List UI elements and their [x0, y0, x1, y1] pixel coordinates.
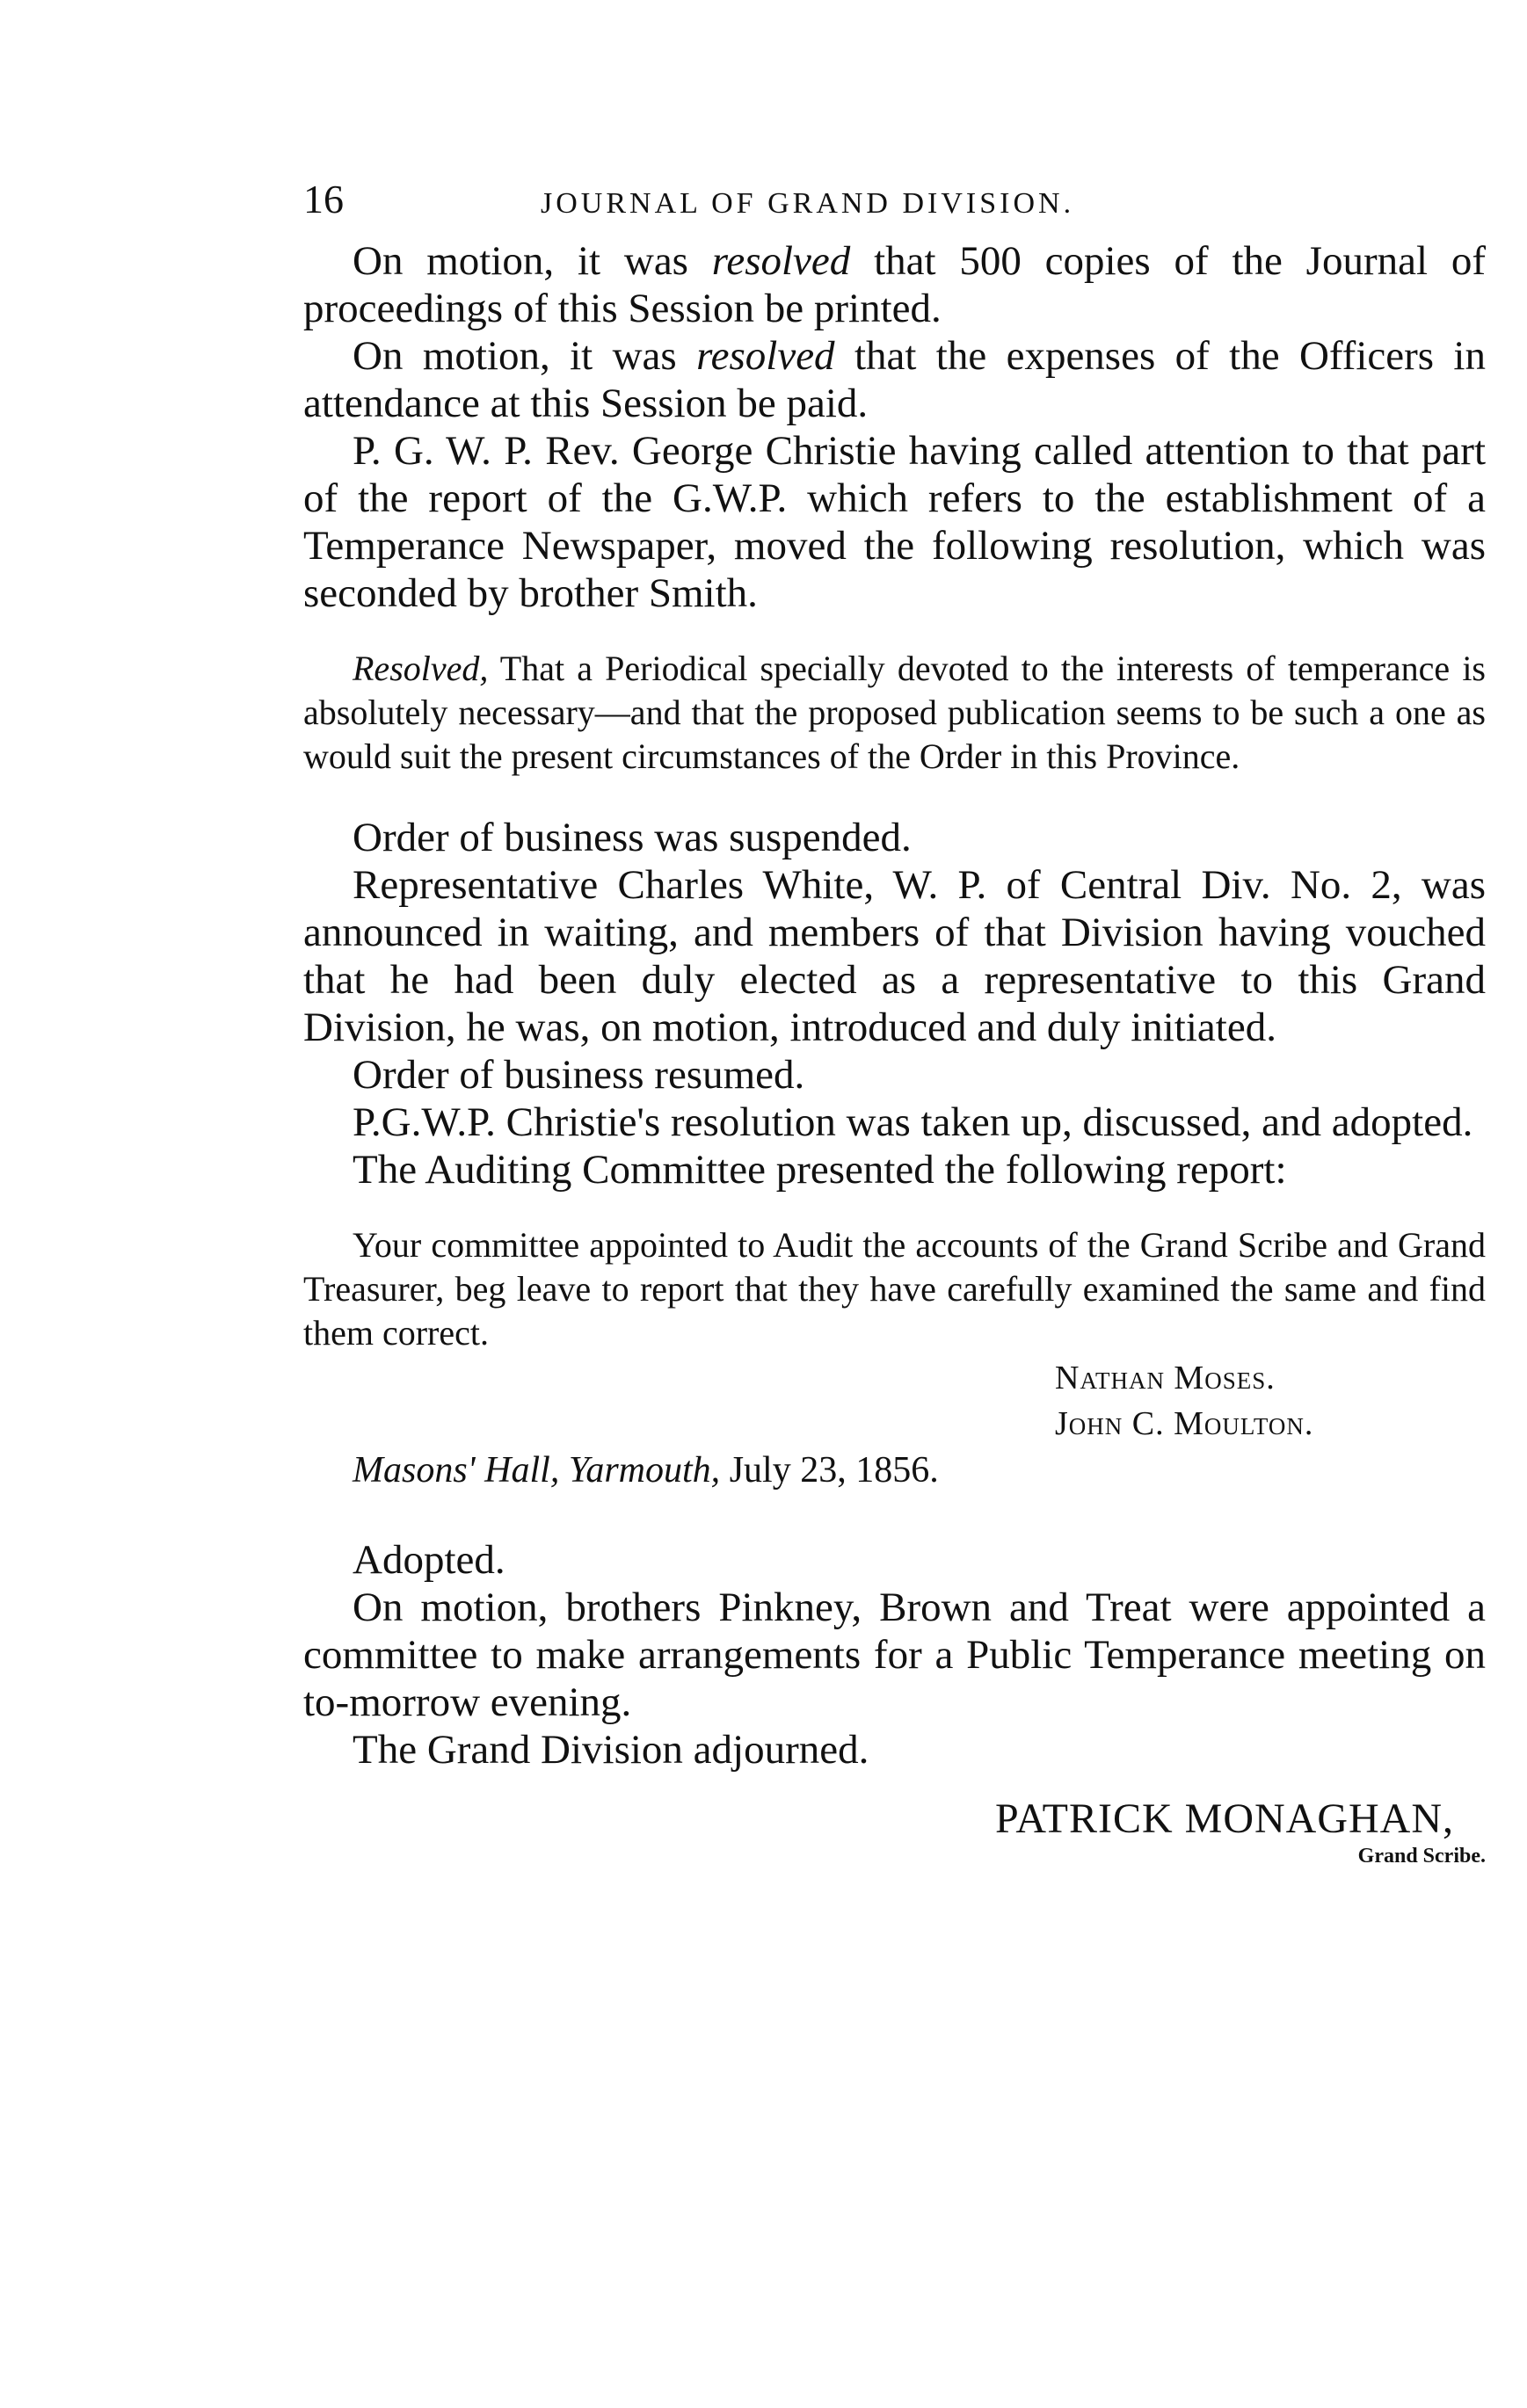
minutes-body-final — [303, 1536, 1486, 1773]
resolution-text: That a Periodical specially devoted to the interests of temperance is absolutely necessary—and that the proposed publication seems to be such a one as would suit the present circumstances of the Order in this Province. — [303, 649, 1486, 776]
report-place: Masons' Hall, Yarmouth, — [353, 1450, 721, 1490]
paragraph-public-meeting: On motion, brothers Pinkney, Brown and Treat were appointed a committee to make arrangements for a Public Temperance meeting on to-morrow evening. — [303, 1585, 1486, 1725]
signer-john-moulton: John C. Moulton. — [1055, 1405, 1314, 1442]
minutes-body — [303, 237, 1486, 617]
paragraph-resumed: Order of business resumed. — [353, 1052, 805, 1098]
running-head: JOURNAL OF GRAND DIVISION. — [541, 187, 1075, 220]
paragraph-expenses-resolution: On motion, it was resolved that the expenses of the Officers in attendance at this Session be paid. — [303, 333, 1486, 426]
paragraph-christie-motion: P. G. W. P. Rev. George Christie having called attention to that part of the report of the G.W.P. which refers to the establishment of a Temperance Newspaper, moved the following resolution, which was seconded by brother Smith. — [303, 428, 1486, 616]
signature-title: Grand Scribe. — [1357, 1845, 1486, 1868]
audit-report — [303, 1223, 1486, 1494]
paragraph-adopted-resolution: P.G.W.P. Christie's resolution was taken up, discussed, and adopted. — [353, 1099, 1473, 1145]
paragraph-suspended: Order of business was suspended. — [353, 815, 912, 860]
report-signers — [1055, 1355, 1486, 1447]
paragraph-adopted: Adopted. — [353, 1537, 505, 1583]
temperance-resolution — [303, 647, 1486, 779]
page-header — [303, 176, 1486, 237]
signer-nathan-moses: Nathan Moses. — [1055, 1360, 1276, 1396]
resolution-lead: Resolved, — [353, 649, 489, 688]
paragraph-auditing-committee: The Auditing Committee presented the following report: — [353, 1147, 1287, 1193]
paragraph-representative: Representative Charles White, W. P. of Central Div. No. 2, was announced in waiting, and members of that Division having vouched that he had been duly elected as a representative to this Grand Division, he was, on motion, introduced and duly initiated. — [303, 862, 1486, 1050]
report-place-date — [303, 1447, 1486, 1494]
report-date: July 23, 1856. — [720, 1450, 939, 1490]
signature-name: PATRICK MONAGHAN, — [995, 1795, 1454, 1842]
report-text: Your committee appointed to Audit the accounts of the Grand Scribe and Grand Treasurer, beg leave to report that they have carefully examined the same and find them correct. — [303, 1225, 1486, 1353]
journal-page — [303, 176, 1486, 1868]
paragraph-adjourned: The Grand Division adjourned. — [353, 1727, 869, 1773]
paragraph-printing-resolution: On motion, it was resolved that 500 copies of the Journal of proceedings of this Session be printed. — [303, 238, 1486, 331]
minutes-body-continued — [303, 814, 1486, 1193]
page-number: 16 — [303, 177, 344, 221]
